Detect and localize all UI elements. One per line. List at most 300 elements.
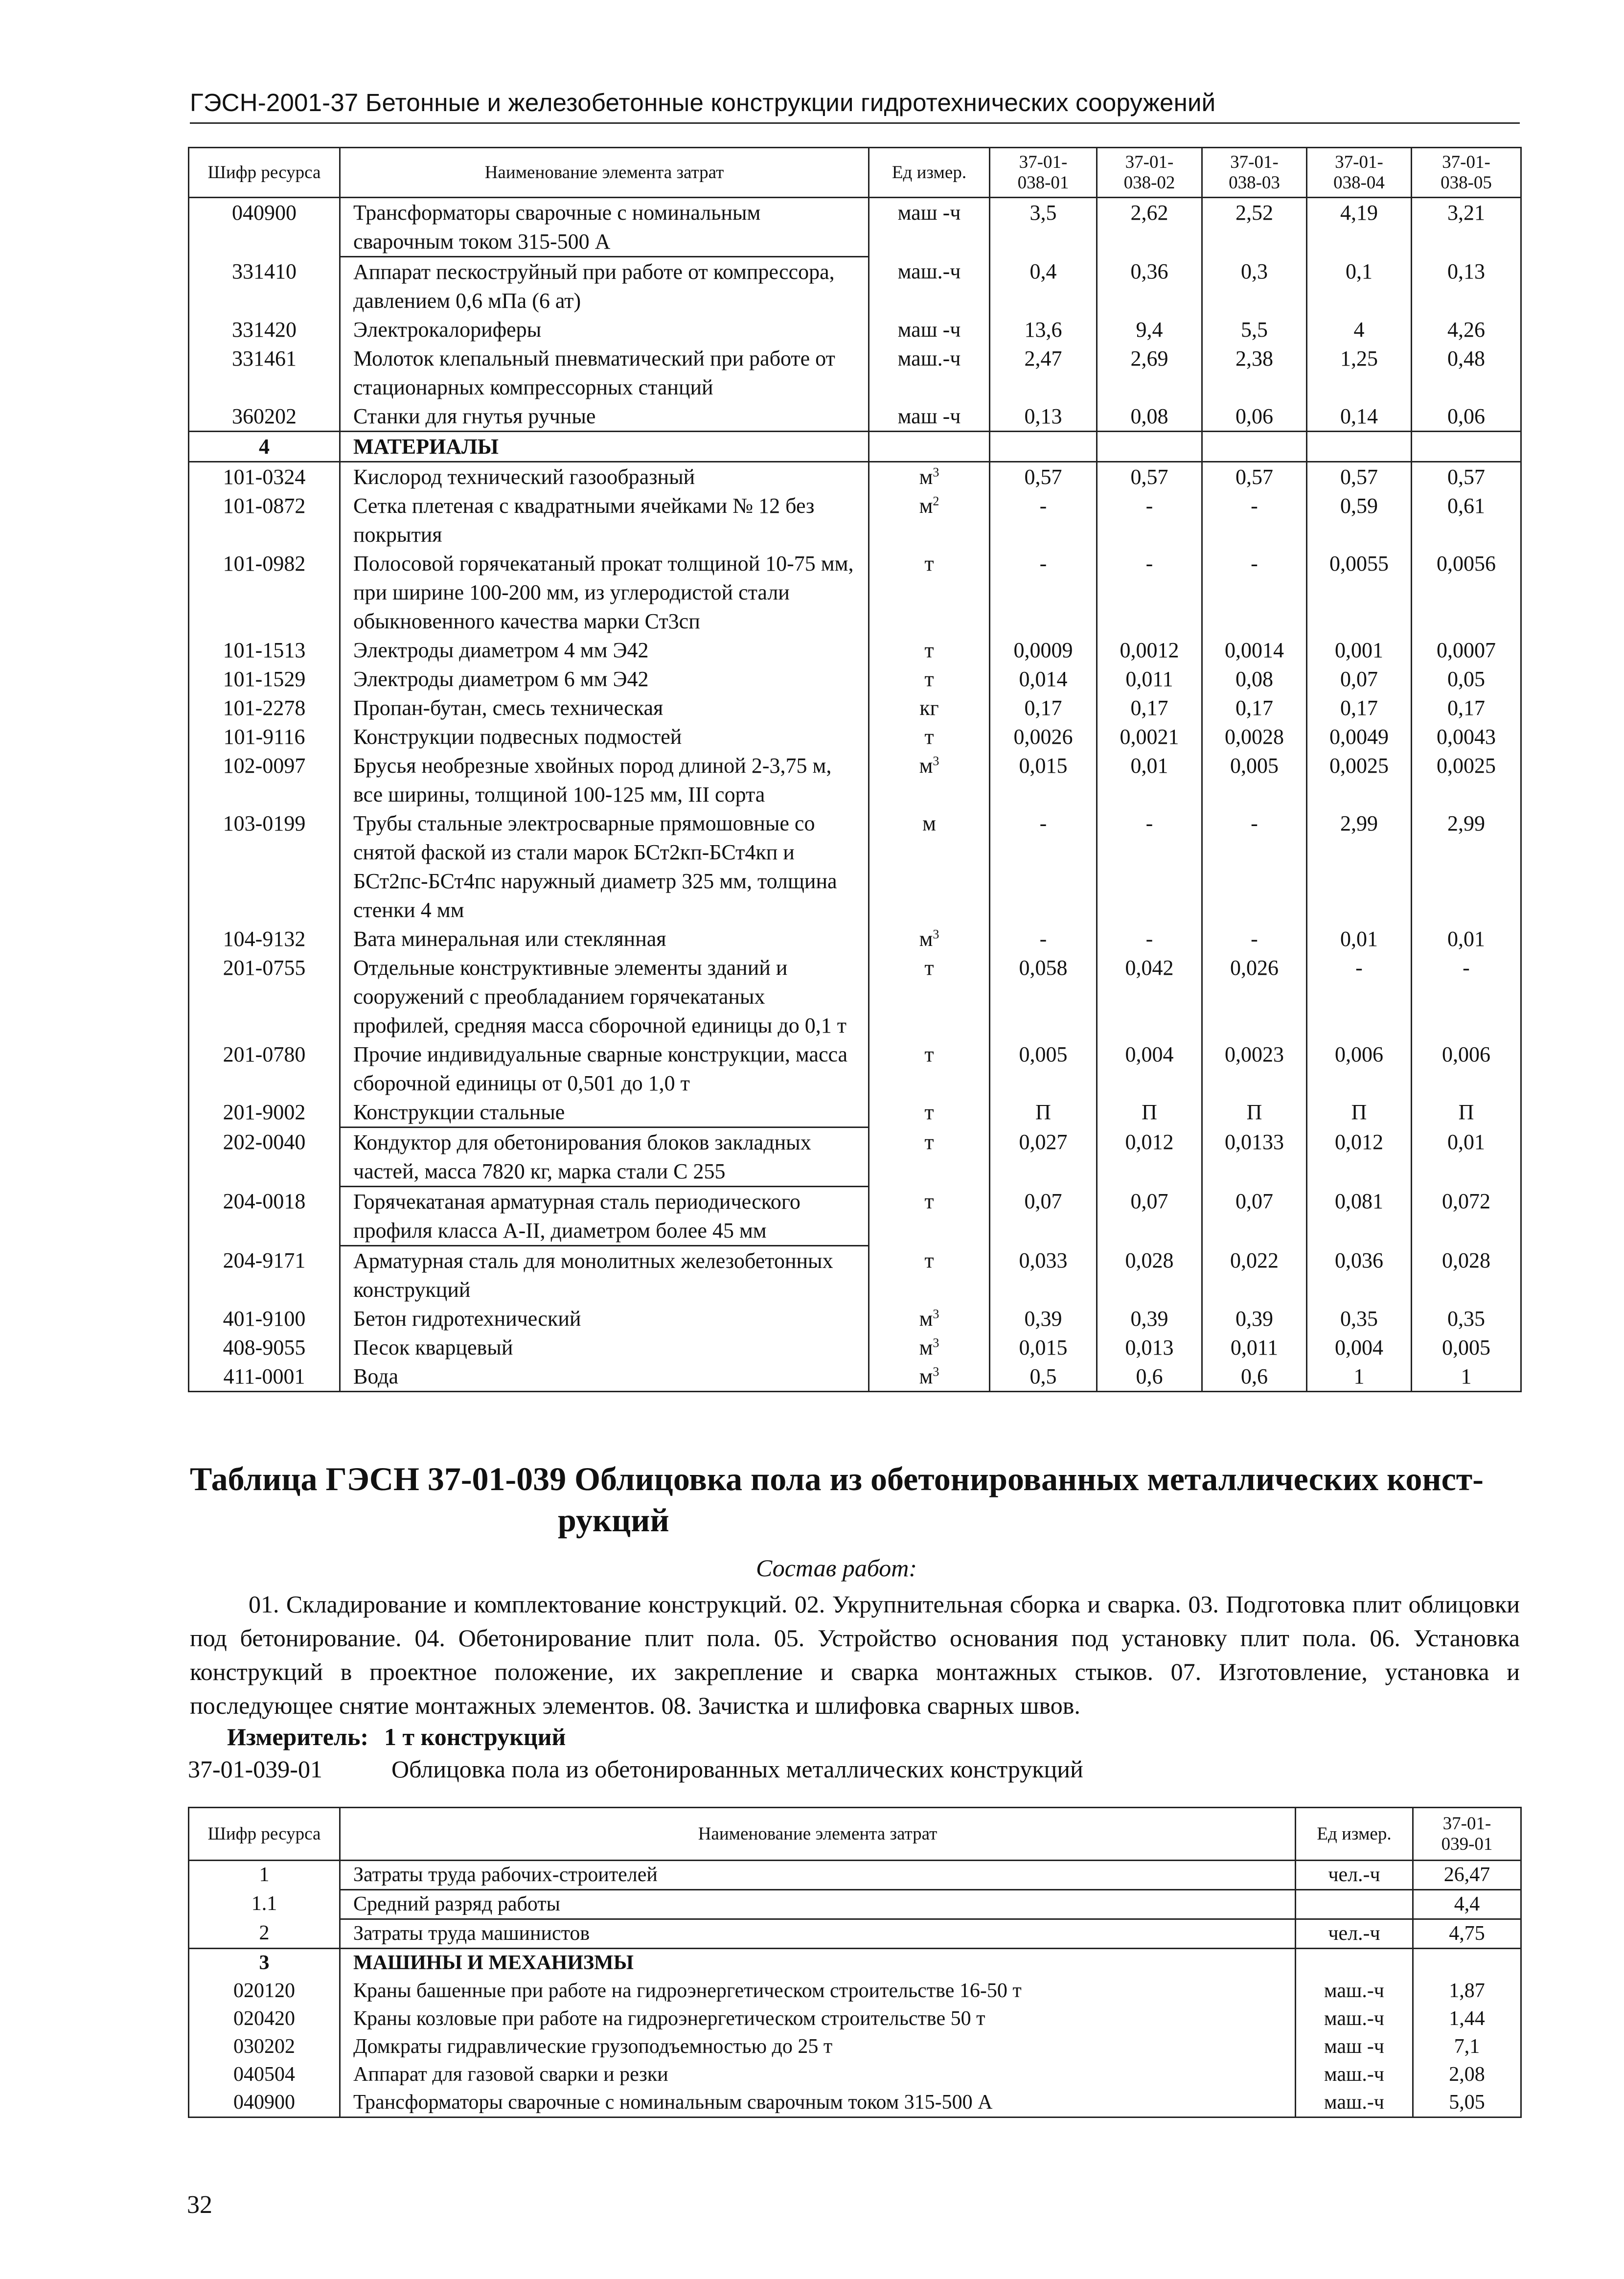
resource-code-text: 401-9100: [223, 1307, 306, 1331]
norm-value: [1097, 344, 1202, 402]
norm-value: [990, 636, 1097, 665]
resource-name-text: Кислород технический газообразный: [353, 465, 695, 489]
norm-value-text: -: [1145, 927, 1153, 951]
norm-value-text: П: [1458, 1100, 1474, 1124]
norm-value-text: 4,4: [1454, 1893, 1480, 1915]
norm-value: [1202, 344, 1307, 402]
norm-value: [1097, 1098, 1202, 1128]
norm-value-text: 0,01: [1447, 1129, 1485, 1154]
norm-value: [1307, 432, 1412, 462]
norm-value: [1202, 636, 1307, 665]
resource-name: [340, 462, 869, 492]
norm-value: [1413, 2089, 1521, 2118]
unit-of-measure-text: маш.-ч: [897, 346, 961, 370]
norm-value-text: П: [1246, 1100, 1262, 1124]
resource-name: [340, 2033, 1296, 2061]
norm-value: [1307, 1128, 1412, 1187]
unit-of-measure: [869, 722, 990, 751]
resource-code: [189, 2033, 340, 2061]
unit-of-measure: [869, 1128, 990, 1187]
norm-value-text: П: [1351, 1100, 1367, 1124]
norm-value: [1412, 402, 1521, 432]
norm-value: [1202, 1362, 1307, 1392]
table-row: [189, 2005, 1521, 2033]
resource-code: [189, 198, 340, 257]
unit-of-measure-text: т: [924, 725, 934, 749]
norm-value-text: -: [1145, 811, 1153, 835]
norm-value: [990, 549, 1097, 636]
resource-code: [189, 402, 340, 432]
norm-value-text: -: [1251, 811, 1258, 835]
resource-code-text: 201-0780: [223, 1042, 306, 1066]
norm-value: [1412, 1187, 1521, 1246]
norm-value: [1412, 1040, 1521, 1098]
unit-of-measure-text: маш -ч: [1324, 2035, 1384, 2058]
resource-code: [189, 636, 340, 665]
unit-exponent: 2: [933, 494, 939, 508]
resource-code-text: 1.1: [251, 1892, 277, 1915]
norm-value: [1097, 1187, 1202, 1246]
resource-name: [340, 693, 869, 722]
norm-value-text: -: [1039, 927, 1047, 951]
unit-of-measure-text: м: [919, 1364, 933, 1388]
norm-value: [1097, 462, 1202, 492]
resource-name-text: Сетка плетеная с квадратными ячейками № 12 без покрытия: [353, 494, 815, 547]
norm-value-text: 0,57: [1024, 465, 1062, 489]
unit-of-measure-text: маш.-ч: [1324, 1980, 1384, 2002]
norm-value-text: 1,44: [1449, 2007, 1485, 2030]
norm-value-text: -: [1251, 927, 1258, 951]
norm-value-text: 0,011: [1125, 667, 1173, 691]
table-row: [189, 1890, 1521, 1919]
resource-name: [340, 315, 869, 344]
norm-value: [990, 1246, 1097, 1305]
work-composition-label: Состав работ:: [756, 1554, 917, 1582]
resource-name-text: Кондуктор для обетонирования блоков закладных частей, масса 7820 кг, марка стали С 255: [353, 1130, 811, 1183]
norm-value-text: -: [1145, 494, 1153, 518]
norm-value: [1412, 751, 1521, 809]
norm-value: [1307, 809, 1412, 924]
table-row: [189, 924, 1521, 953]
unit-of-measure: [869, 953, 990, 1040]
norm-value: [1307, 722, 1412, 751]
norm-value-text: 0,17: [1235, 696, 1273, 720]
unit-of-measure: [869, 1098, 990, 1128]
resource-name: [340, 953, 869, 1040]
unit-of-measure: [869, 402, 990, 432]
norm-value-text: 4,19: [1340, 201, 1378, 225]
resource-code: [189, 491, 340, 549]
norm-value: [990, 1333, 1097, 1362]
unit-of-measure-text: т: [924, 1100, 934, 1124]
resource-name: [340, 402, 869, 432]
norm-value-text: 0,005: [1019, 1042, 1068, 1066]
norm-value-text: 0,0133: [1225, 1129, 1284, 1154]
norm-value-text: 0,6: [1241, 1364, 1268, 1388]
table-row: [189, 198, 1521, 257]
col-header-code: Шифр ресурса: [189, 1808, 340, 1861]
norm-value: [1307, 344, 1412, 402]
norm-value-text: 0,0012: [1120, 638, 1179, 662]
table-row: [189, 953, 1521, 1040]
norm-value-text: -: [1039, 811, 1047, 835]
unit-of-measure: [869, 1246, 990, 1305]
table-row: [189, 1246, 1521, 1305]
resource-code: [189, 1098, 340, 1128]
norm-value-text: 0,01: [1130, 754, 1168, 778]
col-header-unit: Ед измер.: [869, 148, 990, 198]
resource-code-text: 331410: [232, 259, 297, 283]
resource-code-text: 101-9116: [223, 725, 305, 749]
norm-value: [990, 924, 1097, 953]
resource-name-text: Краны козловые при работе на гидроэнергетическом строительстве 50 т: [353, 2007, 985, 2030]
unit-of-measure: [1296, 1949, 1413, 1978]
resource-name-text: Электроды диаметром 6 мм Э42: [353, 667, 649, 691]
norm-value: [1202, 751, 1307, 809]
table-row: [189, 751, 1521, 809]
table-row: [189, 315, 1521, 344]
resource-code: [189, 257, 340, 316]
table-row: [189, 665, 1521, 693]
norm-value-text: 0,004: [1335, 1335, 1383, 1359]
resource-code-text: 040900: [232, 201, 297, 225]
resource-code-text: 101-0872: [223, 494, 306, 518]
resource-name-text: Молоток клепальный пневматический при работе от стационарных компрессорных станций: [353, 346, 835, 399]
norm-value: [1202, 924, 1307, 953]
norm-value-text: 4: [1353, 318, 1365, 342]
col-header-038-05: 37-01- 038-05: [1412, 148, 1521, 198]
unit-of-measure: [869, 491, 990, 549]
norm-value: [1412, 1128, 1521, 1187]
norm-value: [990, 953, 1097, 1040]
resource-code: [189, 1977, 340, 2005]
resource-name: [340, 1949, 1296, 1978]
resource-name-text: Песок кварцевый: [353, 1335, 513, 1359]
norm-value-text: 4,26: [1447, 318, 1485, 342]
norm-value-text: 0,0025: [1437, 754, 1496, 778]
norm-value-text: 0,35: [1447, 1307, 1485, 1331]
table-row: [189, 1362, 1521, 1392]
norm-value: [1307, 1362, 1412, 1392]
resource-name-text: Аппарат для газовой сварки и резки: [353, 2063, 668, 2086]
norm-value: [1307, 1246, 1412, 1305]
norm-value-text: 0,006: [1335, 1042, 1383, 1066]
norm-value-text: 0,01: [1340, 927, 1378, 951]
table-row: [189, 491, 1521, 549]
norm-value-text: 3,5: [1029, 201, 1057, 225]
norm-value-text: 0,05: [1447, 667, 1485, 691]
norm-value-text: 0,0043: [1437, 725, 1496, 749]
norm-value-text: 1: [1461, 1364, 1472, 1388]
resource-code-text: 4: [259, 435, 270, 459]
unit-of-measure: [869, 1333, 990, 1362]
col-header-038-04: 37-01- 038-04: [1307, 148, 1412, 198]
norm-value-text: 0,5: [1029, 1364, 1057, 1388]
resource-code-text: 204-9171: [223, 1248, 306, 1272]
norm-value: [1412, 198, 1521, 257]
norm-value: [1412, 722, 1521, 751]
resource-name-text: Средний разряд работы: [353, 1893, 560, 1915]
resource-code: [189, 1304, 340, 1333]
norm-value: [1202, 1187, 1307, 1246]
unit-exponent: 3: [933, 1335, 939, 1350]
norm-value: [1202, 257, 1307, 316]
norm-value-text: 0,011: [1230, 1335, 1279, 1359]
norm-value-text: 0,0014: [1225, 638, 1284, 662]
norm-value-text: 0,026: [1230, 956, 1279, 980]
norm-value: [1307, 693, 1412, 722]
resource-code-text: 3: [259, 1952, 270, 1974]
norm-value: [1097, 665, 1202, 693]
norm-value-text: -: [1039, 552, 1047, 576]
norm-value: [1097, 198, 1202, 257]
unit-exponent: 3: [933, 1307, 939, 1321]
norm-value-text: 0,59: [1340, 494, 1378, 518]
norm-value: [1307, 953, 1412, 1040]
norm-value: [1412, 344, 1521, 402]
resource-code-text: 331420: [232, 318, 297, 342]
norm-value-text: П: [1142, 1100, 1157, 1124]
norm-value: [1097, 315, 1202, 344]
norm-value-text: 0,012: [1125, 1129, 1174, 1154]
unit-of-measure: [869, 809, 990, 924]
unit-of-measure: [869, 315, 990, 344]
resource-code-text: 030202: [233, 2035, 295, 2058]
norm-value: [1097, 1246, 1202, 1305]
resource-name: [340, 491, 869, 549]
norm-value: [1097, 809, 1202, 924]
unit-of-measure: [869, 198, 990, 257]
norm-value: [1202, 1098, 1307, 1128]
resource-code: [189, 751, 340, 809]
unit-of-measure-text: чел.-ч: [1328, 1922, 1380, 1945]
resource-name-text: Электрокалориферы: [353, 318, 542, 342]
resource-table-038: [188, 147, 1522, 1392]
resource-code: [189, 953, 340, 1040]
resource-name: [340, 665, 869, 693]
resource-name-text: Полосовой горячекатаный прокат толщиной 10-75 мм, при ширине 100-200 мм, из углеродистой стали обыкновенного качества марки Ст3сп: [353, 552, 854, 633]
resource-name: [340, 432, 869, 462]
resource-code-text: 201-0755: [223, 956, 306, 980]
unit-of-measure-text: кг: [919, 696, 939, 720]
resource-name-text: Бетон гидротехнический: [353, 1307, 581, 1331]
unit-of-measure: [1296, 2061, 1413, 2089]
norm-value: [1202, 809, 1307, 924]
norm-value-text: 0,6: [1136, 1364, 1163, 1388]
norm-value-text: 0,0055: [1329, 552, 1389, 576]
resource-name-text: Краны башенные при работе на гидроэнергетическом строительстве 16-50 т: [353, 1980, 1022, 2002]
norm-value: [1307, 1187, 1412, 1246]
resource-name: [340, 1187, 869, 1246]
norm-value: [1307, 751, 1412, 809]
resource-name-text: Пропан-бутан, смесь техническая: [353, 696, 663, 720]
norm-value-text: 4,75: [1449, 1922, 1485, 1945]
subtable-name: Облицовка пола из обетонированных металлических конструкций: [391, 1755, 1083, 1783]
norm-value-text: 3,21: [1447, 201, 1485, 225]
unit-of-measure-text: м: [919, 1307, 933, 1331]
resource-code: [189, 722, 340, 751]
norm-value-text: 0,36: [1130, 259, 1168, 283]
resource-name: [340, 722, 869, 751]
norm-value-text: 2,99: [1340, 811, 1378, 835]
norm-value-text: 2,08: [1449, 2063, 1485, 2086]
norm-value: [1097, 636, 1202, 665]
norm-value: [1202, 953, 1307, 1040]
norm-value-text: 0,3: [1241, 259, 1268, 283]
norm-value: [1413, 2005, 1521, 2033]
norm-value-text: -: [1251, 552, 1258, 576]
norm-value: [1307, 1333, 1412, 1362]
norm-value-text: 0,015: [1019, 754, 1068, 778]
norm-value: [1307, 462, 1412, 492]
norm-value: [1202, 549, 1307, 636]
norm-value: [990, 432, 1097, 462]
norm-value: [1412, 462, 1521, 492]
norm-value: [990, 722, 1097, 751]
norm-value: [990, 1187, 1097, 1246]
table-title: Таблица ГЭСН 37-01-039 Облицовка пола из обетонированных металлических конст- рукций: [190, 1460, 1484, 1539]
norm-value-text: 7,1: [1454, 2035, 1480, 2058]
norm-value-text: 0,058: [1019, 956, 1068, 980]
norm-value-text: 0,005: [1442, 1335, 1490, 1359]
unit-of-measure: [869, 1040, 990, 1098]
resource-code: [189, 665, 340, 693]
unit-of-measure-text: т: [924, 667, 934, 691]
col-header-name: Наименование элемента затрат: [340, 1808, 1296, 1861]
col-header-name: Наименование элемента затрат: [340, 148, 869, 198]
section-row: [189, 432, 1521, 462]
norm-value: [990, 257, 1097, 316]
resource-code-text: 411-0001: [223, 1364, 305, 1388]
norm-value: [1202, 1040, 1307, 1098]
norm-value-text: 0,39: [1235, 1307, 1273, 1331]
norm-value: [1097, 257, 1202, 316]
norm-value-text: 0,012: [1335, 1129, 1383, 1154]
unit-of-measure: [869, 432, 990, 462]
resource-name: [340, 2061, 1296, 2089]
norm-value-text: 2,47: [1024, 346, 1062, 370]
resource-name-text: Трубы стальные электросварные прямошовные со снятой фаской из стали марок БСт2кп-БСт4кп и БСт2пс-БСт4пс наружный диаметр 325 мм, толщина стенки 4 мм: [353, 811, 837, 922]
norm-value: [1412, 1098, 1521, 1128]
norm-value-text: 0,0007: [1437, 638, 1496, 662]
norm-value: [1413, 1949, 1521, 1978]
norm-value: [1412, 665, 1521, 693]
norm-value-text: 0,01: [1447, 927, 1485, 951]
resource-code: [189, 315, 340, 344]
norm-value-text: 0,042: [1125, 956, 1174, 980]
norm-value: [1412, 924, 1521, 953]
resource-code: [189, 1861, 340, 1890]
unit-exponent: 3: [933, 754, 939, 768]
unit-of-measure: [1296, 2005, 1413, 2033]
unit-of-measure-text: т: [924, 552, 934, 576]
norm-value-text: -: [1251, 494, 1258, 518]
norm-value-text: П: [1035, 1100, 1051, 1124]
table-row: [189, 1098, 1521, 1128]
unit-exponent: 3: [933, 465, 939, 480]
norm-value-text: 0,0009: [1013, 638, 1073, 662]
norm-value-text: 0,0025: [1329, 754, 1389, 778]
table-row: [189, 1128, 1521, 1187]
norm-value: [1097, 953, 1202, 1040]
resource-code: [189, 693, 340, 722]
norm-value-text: 0,072: [1442, 1189, 1490, 1213]
resource-name-text: Отдельные конструктивные элементы зданий и сооружений с преобладанием горячекатаных профилей, средняя масса сборочной единицы до 0,1 т: [353, 956, 846, 1037]
unit-of-measure-text: маш -ч: [897, 201, 961, 225]
norm-value-text: 0,033: [1019, 1248, 1068, 1272]
unit-of-measure: [1296, 1861, 1413, 1890]
norm-value-text: 0,17: [1447, 696, 1485, 720]
norm-value: [1097, 402, 1202, 432]
norm-value: [1202, 491, 1307, 549]
norm-value-text: 0,0028: [1225, 725, 1284, 749]
unit-of-measure: [869, 636, 990, 665]
page-header: ГЭСН-2001-37 Бетонные и железобетонные конструкции гидротехнических сооружений: [190, 89, 1216, 116]
norm-value-text: 0,0023: [1225, 1042, 1284, 1066]
unit-of-measure-text: маш -ч: [897, 318, 961, 342]
norm-value: [990, 315, 1097, 344]
table-row: [189, 402, 1521, 432]
norm-value-text: 0,036: [1335, 1248, 1383, 1272]
resource-table-039-body: [189, 1861, 1521, 2118]
resource-code-text: 101-1513: [223, 638, 306, 662]
norm-value-text: 0,08: [1130, 404, 1168, 428]
resource-table-038-body: [189, 198, 1521, 1392]
norm-value-text: 0,17: [1024, 696, 1062, 720]
resource-code: [189, 344, 340, 402]
unit-of-measure-text: м: [919, 494, 933, 518]
norm-value-text: 0,14: [1340, 404, 1378, 428]
norm-value-text: 0,014: [1019, 667, 1068, 691]
norm-value: [1307, 1040, 1412, 1098]
work-composition-text: 01. Складирование и комплектование конструкций. 02. Укрупнительная сборка и сварка. 03. Подготовка плит облицовки под бетонирование. 04. Обетонирование плит пола. 05. Устройство основания под установку плит пола. 06. Установка конструкций в проектное положение, их закрепление и сварка монтажных стыков. 07. Изготовление, установка и последующее снятие монтажных элементов. 08. Зачистка и шлифовка сварных швов.: [190, 1590, 1520, 1719]
table-row: [189, 549, 1521, 636]
resource-code: [189, 924, 340, 953]
resource-code: [189, 549, 340, 636]
norm-value: [1202, 665, 1307, 693]
unit-of-measure-text: маш.-ч: [897, 259, 961, 283]
norm-value-text: 0,0021: [1120, 725, 1179, 749]
norm-value: [1307, 257, 1412, 316]
resource-code: [189, 1333, 340, 1362]
unit-of-measure-text: т: [924, 1189, 934, 1213]
norm-value-text: 0,1: [1346, 259, 1372, 283]
norm-value-text: 0,022: [1230, 1248, 1279, 1272]
table-row: [189, 1187, 1521, 1246]
unit-of-measure: [869, 344, 990, 402]
resource-code: [189, 2089, 340, 2118]
norm-value: [990, 1128, 1097, 1187]
resource-code-text: 408-9055: [223, 1335, 306, 1359]
col-header-039-01: 37-01- 039-01: [1413, 1808, 1521, 1861]
unit-of-measure-text: м: [919, 1335, 933, 1359]
table-row: [189, 693, 1521, 722]
unit-of-measure: [869, 1187, 990, 1246]
table-row: [189, 2061, 1521, 2089]
norm-value: [1412, 1333, 1521, 1362]
norm-value-text: 0,07: [1235, 1189, 1273, 1213]
norm-value: [1412, 1362, 1521, 1392]
resource-name: [340, 1977, 1296, 2005]
unit-of-measure: [869, 257, 990, 316]
norm-value-text: 0,39: [1024, 1307, 1062, 1331]
norm-value-text: 0,57: [1235, 465, 1273, 489]
norm-value-text: 0,07: [1024, 1189, 1062, 1213]
norm-value-text: 0,61: [1447, 494, 1485, 518]
col-header-code: Шифр ресурса: [189, 148, 340, 198]
norm-value-text: 0,57: [1130, 465, 1168, 489]
norm-value: [1307, 636, 1412, 665]
